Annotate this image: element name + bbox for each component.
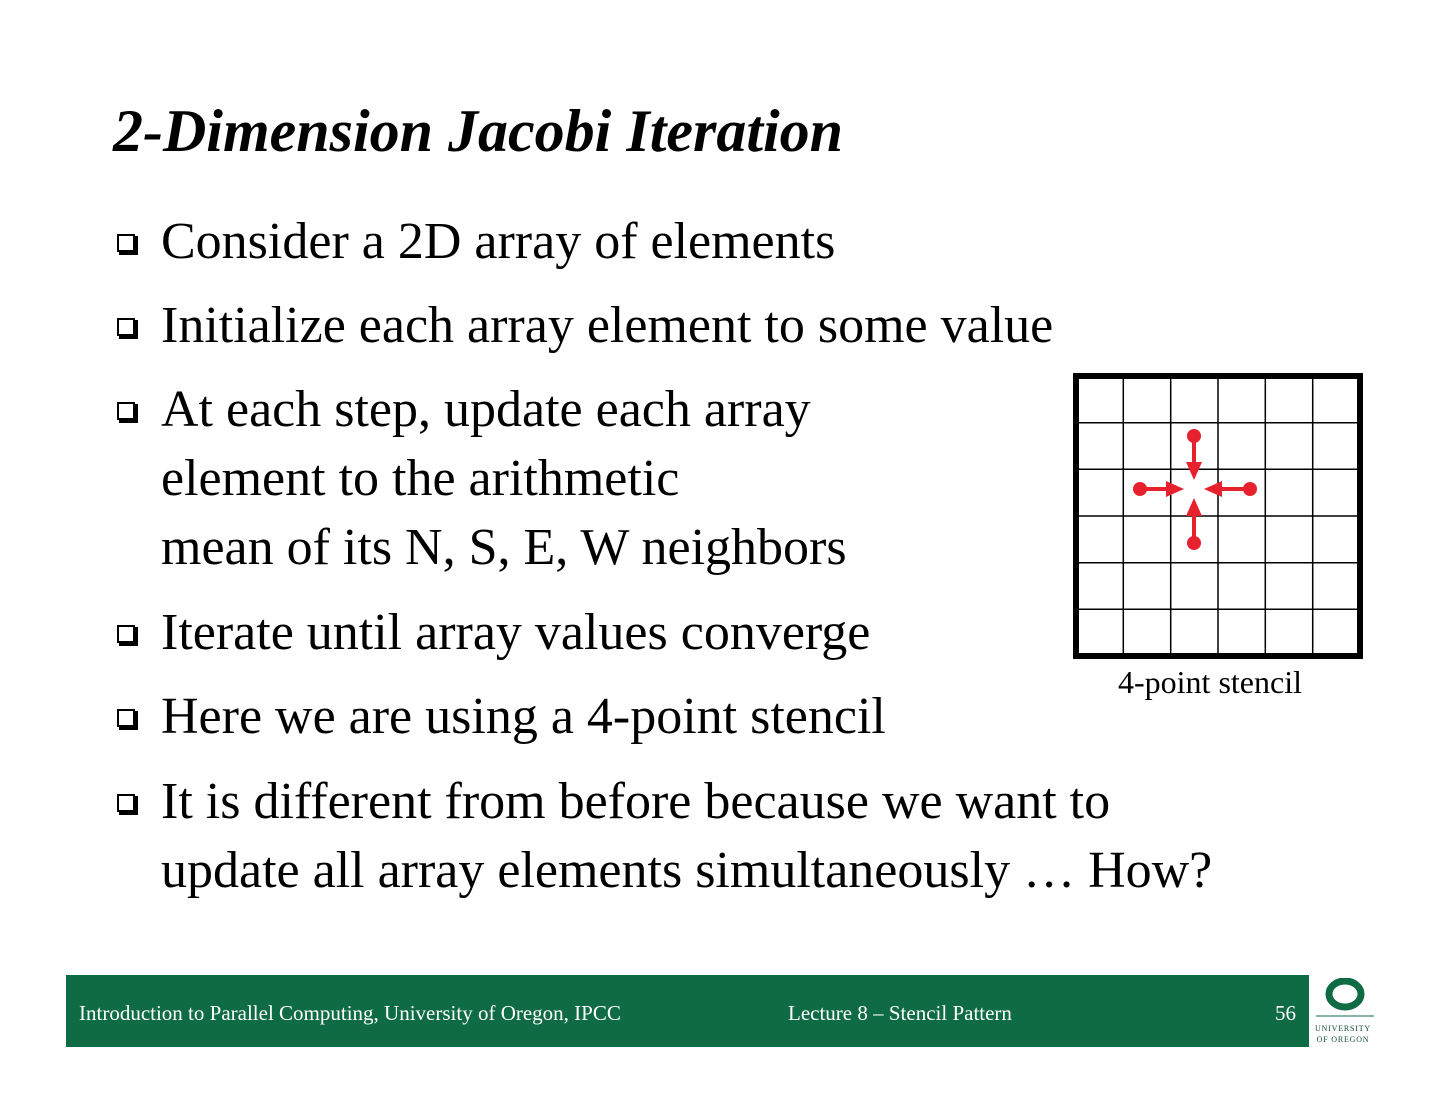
bullet-text: update all array elements simultaneously … How? [161, 842, 1213, 899]
checkbox-bullet-icon [117, 234, 135, 252]
slide-title: 2-Dimension Jacobi Iteration [113, 98, 844, 164]
bullet-text: mean of its N, S, E, W neighbors [161, 519, 847, 576]
bullet-item [114, 598, 870, 667]
figure-caption: 4-point stencil [1118, 664, 1302, 700]
bullet-text: element to the arithmetic [161, 450, 680, 507]
bullet-item [114, 207, 835, 276]
checkbox-bullet-icon [117, 402, 135, 420]
bullet-item [114, 291, 1053, 360]
checkbox-bullet-icon [117, 318, 135, 336]
bullet-text: Consider a 2D array of elements [161, 213, 836, 270]
bullet-item [114, 375, 847, 582]
logo-text-line2: OF OREGON [1316, 1035, 1370, 1044]
o-mark-icon [1329, 981, 1361, 1007]
checkbox-bullet-icon [117, 709, 135, 727]
footer-bar [66, 975, 1309, 1047]
bullet-text: At each step, update each array [161, 381, 811, 438]
page-number: 56 [1275, 1001, 1296, 1025]
footer-lecture: Lecture 8 – Stencil Pattern [788, 1001, 1012, 1025]
bullet-text: Initialize each array element to some value [161, 297, 1054, 354]
checkbox-bullet-icon [117, 625, 135, 643]
bullet-text: Iterate until array values converge [161, 604, 871, 661]
checkbox-bullet-icon [117, 794, 135, 812]
bullet-item [114, 767, 1212, 905]
bullet-item [114, 682, 886, 751]
footer-course: Introduction to Parallel Computing, University of Oregon, IPCC [79, 1001, 621, 1025]
bullet-text: It is different from before because we want to [161, 773, 1111, 830]
stencil-grid-icon [1070, 370, 1366, 662]
bullet-text: Here we are using a 4-point stencil [161, 688, 886, 745]
logo-text-line1: UNIVERSITY [1315, 1024, 1371, 1033]
